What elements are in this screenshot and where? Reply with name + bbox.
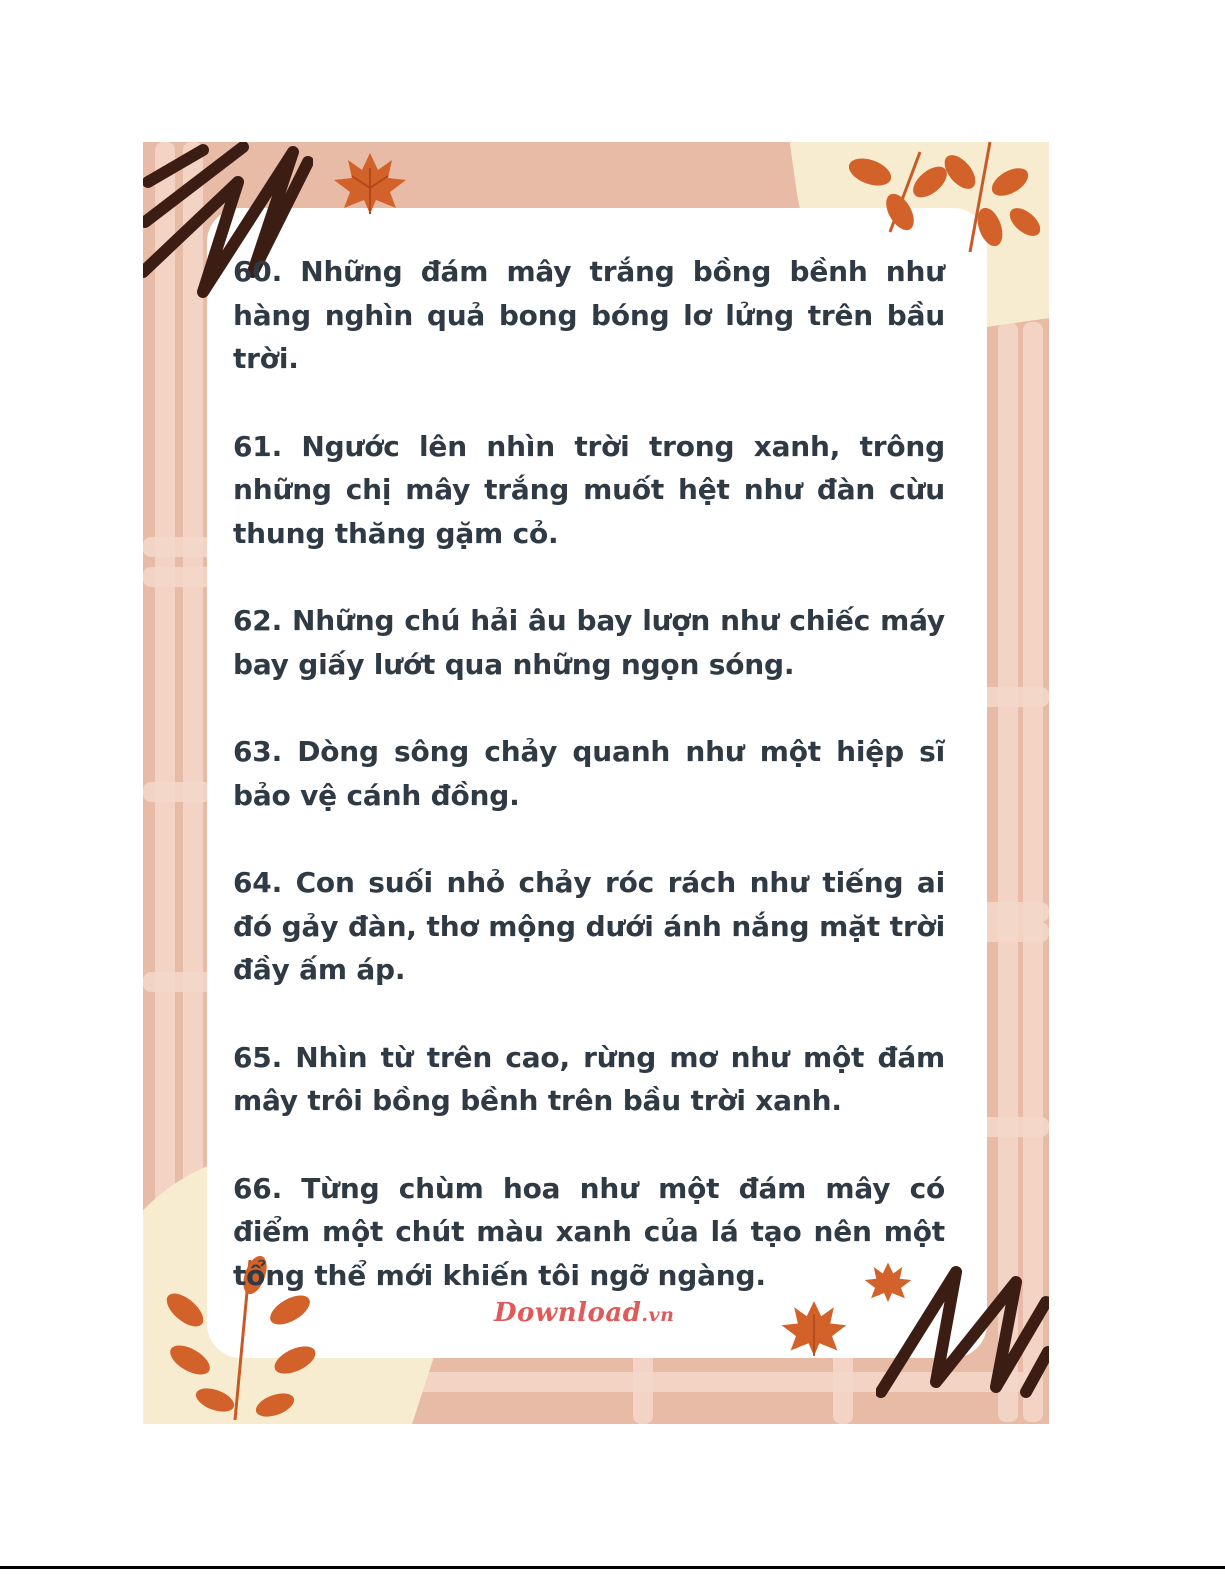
list-item: 63. Dòng sông chảy quanh như một hiệp sĩ bảo vệ cánh đồng. xyxy=(233,735,945,812)
grid-line xyxy=(998,322,1018,1422)
list-item: 66. Từng chùm hoa như một đám mây có điểm một chút màu xanh của lá tạo nên một tổng thể mới khiến tôi ngỡ ngàng. xyxy=(233,1171,945,1292)
list-item: 61. Ngước lên nhìn trời trong xanh, trông những chị mây trắng muốt hệt như đàn cừu thung thăng gặm cỏ. xyxy=(233,429,945,550)
article-body xyxy=(233,250,945,1341)
list-item: 65. Nhìn từ trên cao, rừng mơ như một đám mây trôi bồng bềnh trên bầu trời xanh. xyxy=(233,1040,945,1117)
leaf-branch-icon xyxy=(830,142,1040,262)
grid-line xyxy=(1023,322,1043,1422)
brand-logo[interactable] xyxy=(494,1298,674,1328)
list-item: 64. Con suối nhỏ chảy róc rách như tiếng ai đó gảy đàn, thơ mộng dưới ánh nắng mặt trời đầy ấm áp. xyxy=(233,866,945,986)
maple-leaf-icon xyxy=(330,148,410,218)
list-item: 62. Những chú hải âu bay lượn như chiếc máy bay giấy lướt qua những ngọn sóng. xyxy=(233,604,945,681)
list-item: 60. Những đám mây trắng bồng bềnh như hàng nghìn quả bong bóng lơ lửng trên bầu trời. xyxy=(233,255,945,375)
logo-suffix: .vn xyxy=(641,1304,675,1326)
page-divider xyxy=(0,1566,1225,1569)
logo-main: Download xyxy=(494,1298,642,1328)
